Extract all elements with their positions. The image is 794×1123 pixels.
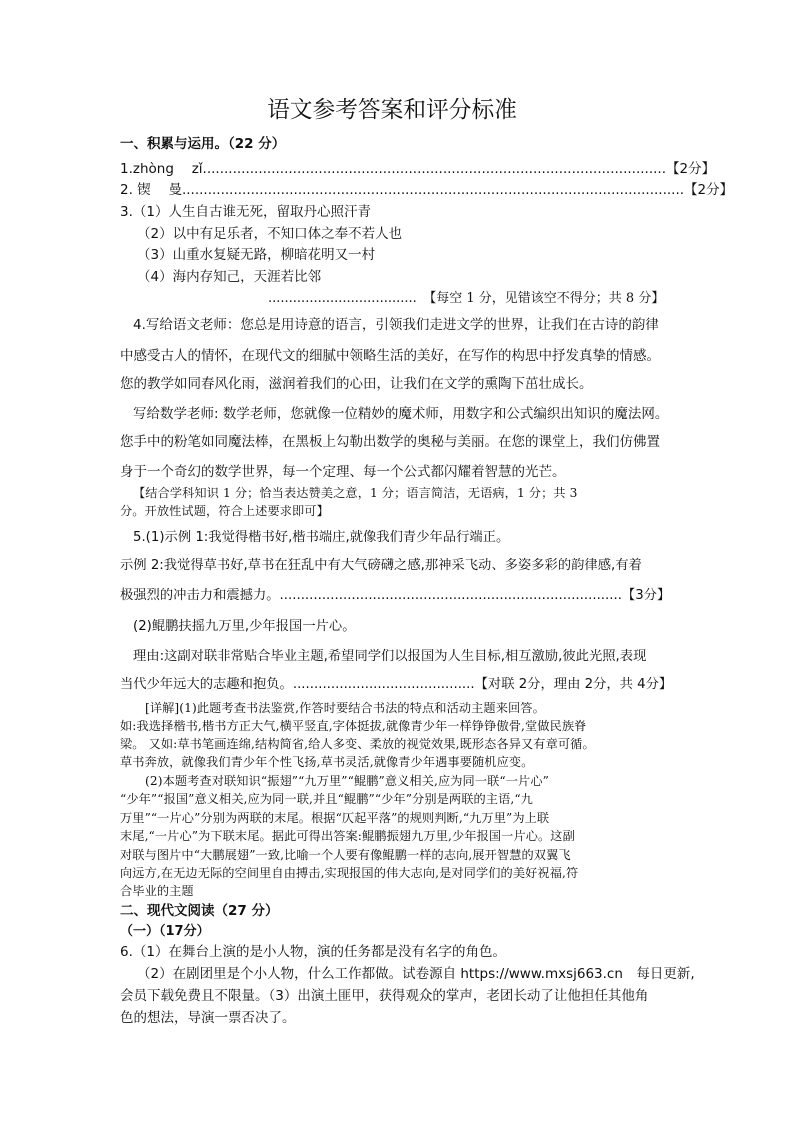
answer-q3-line3: （3）山重水复疑无路，柳暗花明又一村 xyxy=(137,247,376,263)
answer-q5-line5: 理由:这副对联非常贴合毕业主题,希望同学们以报国为人生目标,相互激励,彼此光照,表现 xyxy=(133,649,647,664)
answer-q6-line4: 色的想法，导演一票否决了。 xyxy=(120,1010,296,1026)
explanation-line5: (2)本题考查对联知识“振翅”“九万里”“鲲鹏”意义相关,应为同一联“一片心” xyxy=(145,774,549,788)
answer-q5-line2: 示例 2:我觉得草书好,草书在狂乱中有大气磅礴之感,那神采飞动、多姿多彩的韵律感,有着 xyxy=(120,558,642,573)
answer-q3-line4: （4）海内存知己，天涯若比邻 xyxy=(137,269,322,285)
answer-q5-line3: 极强烈的冲击力和震撼力。.................................................................................【3分】 xyxy=(120,588,671,603)
explanation-line6: “少年”“报国”意义相关,应为同一联,并且“鲲鹏”“少年”分别是两联的主语,“九 xyxy=(120,792,533,806)
answer-q4-score-line2: 分。开放性试题，符合上述要求即可】 xyxy=(120,504,329,518)
explanation-line9: 对联与图片中“大鹏展翅”一致,比喻一个人要有像鲲鹏一样的志向,展开智慧的双翼飞 xyxy=(120,848,571,862)
answer-q4-p2-line1: 写给数学老师: 数学老师，您就像一位精妙的魔术师，用数字和公式编织出知识的魔法网。 xyxy=(133,406,669,422)
answer-q6-line3: 会员下载免费且不限量。（3）出演土匪甲，获得观众的掌声，老团长动了让他担任其他角 xyxy=(120,988,649,1004)
answer-q5-line1: 5.(1)示例 1:我觉得楷书好,楷书端庄,就像我们青少年品行端正。 xyxy=(133,530,510,545)
explanation-line8: 末尾,“一片心”为下联末尾。据此可得出答案:鲲鹏振翅九万里,少年报国一片心。这副 xyxy=(120,829,575,843)
answer-q4-p1-line1: 4.写给语文老师：您总是用诗意的语言，引领我们走进文学的世界，让我们在古诗的韵律 xyxy=(133,317,659,333)
answer-q3-line2: （2）以中有足乐者，不知口体之奉不若人也 xyxy=(137,226,403,242)
answer-q3-score: .................................... 【每空 1 分，见错该空不得分；共 8 分】 xyxy=(268,291,665,306)
explanation-line4: 草书奔放，就像我们青少年个性飞扬,草书灵活,就像青少年遇事要随机应变。 xyxy=(120,755,534,769)
explanation-line11: 合毕业的主题 xyxy=(120,884,194,898)
section1-heading: 一、积累与运用。（22 分） xyxy=(120,136,286,152)
answer-q6-line2: （2）在剧团里是个小人物，什么工作都做。试卷源自 https://www.mxsj663.cn 每日更新, xyxy=(137,966,695,982)
explanation-line7: 万里”“一片心”分别为两联的末尾。根据“仄起平落”的规则判断,“九万里”为上联 xyxy=(120,811,550,825)
section2-subheading: （一）（17分） xyxy=(120,924,210,939)
explanation-line3: 梁。 又如:草书笔画连绵,结构简省,给人多变、柔放的视觉效果,既形态各异又有章可循。 xyxy=(120,737,595,751)
answer-q1: 1.zhòng zǐ............................................................................................................【2分】 xyxy=(120,161,716,177)
page-title: 语文参考答案和评分标准 xyxy=(267,97,517,123)
section2-heading: 二、现代文阅读（27 分） xyxy=(120,903,279,919)
answer-q5-line6: 当代少年远大的志趣和抱负。...........................................【对联 2分，理由 2分，共 4分】 xyxy=(120,677,673,692)
answer-q3-line1: 3.（1）人生自古谁无死，留取丹心照汗青 xyxy=(120,204,371,220)
answer-q4-p2-line3: 身于一个奇幻的数学世界，每一个定理、每一个公式都闪耀着智慧的光芒。 xyxy=(120,464,566,480)
explanation-line10: 向远方,在无边无际的空间里自由搏击,实现报国的伟大志向,是对同学们的美好祝福,符 xyxy=(120,866,579,880)
explanation-line1: [详解](1)此题考查书法鉴赏,作答时要结合书法的特点和活动主题来回答。 xyxy=(145,701,545,715)
answer-q4-p2-line2: 您手中的粉笔如同魔法棒，在黑板上勾勒出数学的奥秘与美丽。在您的课堂上，我们仿佛置 xyxy=(120,434,660,450)
explanation-line2: 如:我选择楷书,楷书方正大气,横平竖直,字体挺拔,就像青少年一样铮铮傲骨,堂做民族脊 xyxy=(120,719,587,733)
answer-q6-line1: 6.（1）在舞台上演的是小人物，演的任务都是没有名字的角色。 xyxy=(120,944,506,960)
answer-q4-p1-line2: 中感受古人的情怀，在现代文的细腻中领略生活的美好，在写作的构思中抒发真挚的情感。 xyxy=(120,348,660,364)
answer-q2: 2. 锲 曼.....................................................................................................................【2分】 xyxy=(120,182,734,198)
answer-q4-score-line1: 【结合学科知识 1 分；恰当表达赞美之意，1 分；语言简洁，无语病，1 分；共 3 xyxy=(133,486,578,500)
answer-q4-p1-line3: 您的教学如同春风化雨，滋润着我们的心田，让我们在文学的熏陶下茁壮成长。 xyxy=(120,376,593,392)
answer-q5-line4: (2)鲲鹏扶摇九万里,少年报国一片心。 xyxy=(133,619,356,634)
